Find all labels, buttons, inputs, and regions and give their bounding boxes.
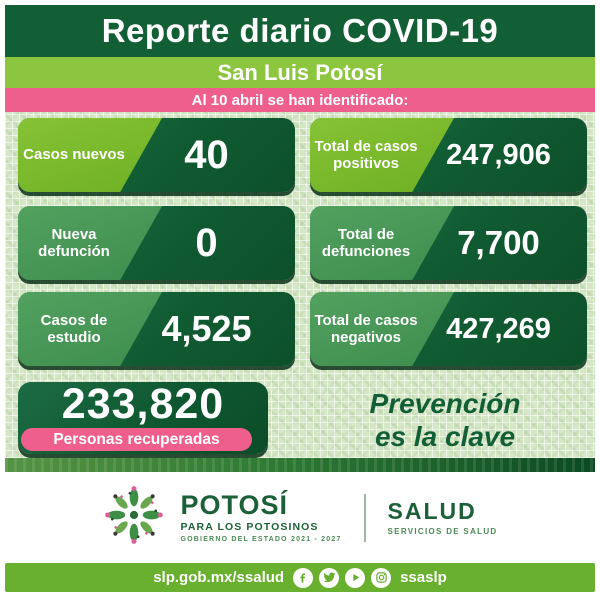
stat-card-total-negatives [310, 292, 587, 366]
state-name: San Luis Potosí [217, 59, 383, 85]
stat-card-new-deaths [18, 206, 295, 280]
stat-label: Nueva defunción [38, 225, 110, 260]
state-emblem-icon [103, 484, 165, 551]
stat-value: 7,700 [457, 224, 540, 261]
prevention-message-line2: es la clave [374, 421, 516, 453]
prevention-message [305, 387, 585, 453]
potosi-logo [180, 489, 342, 544]
social-icons [293, 568, 391, 588]
potosi-logo-tagline: GOBIERNO DEL ESTADO 2021 - 2027 [180, 536, 342, 544]
stat-card-new-cases [18, 118, 295, 192]
salud-logo-name: SALUD [387, 497, 477, 524]
stat-label: Total de defunciones [321, 225, 411, 260]
report-header [5, 5, 595, 57]
potosi-logo-subtitle: PARA LOS POTOSINOS [180, 520, 319, 533]
website-url: slp.gob.mx/ssalud [153, 569, 285, 586]
logo-divider [364, 494, 366, 542]
recovered-value: 233,820 [61, 380, 225, 428]
stat-label: Total de casos negativos [314, 311, 418, 346]
stat-value: 4,525 [161, 308, 252, 349]
facebook-icon [293, 568, 313, 588]
social-handle: ssaslp [400, 569, 447, 586]
potosi-logo-name: POTOSÍ [180, 489, 289, 520]
youtube-icon [345, 568, 365, 588]
decorative-green-band [5, 458, 595, 472]
stat-value: 40 [184, 132, 229, 177]
stat-label: Casos de estudio [40, 311, 108, 346]
recovered-card [18, 382, 268, 454]
recovered-label-pill: Personas recuperadas [21, 428, 252, 451]
twitter-icon [319, 568, 339, 588]
stat-label: Casos nuevos [23, 146, 125, 164]
stat-card-under-study [18, 292, 295, 366]
page-title: Reporte diario COVID-19 [101, 12, 499, 49]
date-banner [5, 88, 595, 112]
date-banner-text: Al 10 abril se han identificado: [191, 91, 409, 109]
stat-value: 0 [195, 220, 218, 265]
stat-card-total-positives [310, 118, 587, 192]
footer-logos [5, 472, 595, 563]
stat-value: 427,269 [446, 312, 551, 345]
instagram-icon [371, 568, 391, 588]
contact-bar [5, 563, 595, 592]
stat-label: Total de casos positivos [314, 137, 418, 172]
salud-logo [387, 497, 498, 536]
prevention-message-line1: Prevención [369, 388, 521, 419]
stat-value: 247,906 [446, 138, 551, 171]
salud-logo-subtitle: SERVICIOS DE SALUD [387, 526, 498, 536]
state-band [5, 57, 595, 88]
stat-card-total-deaths [310, 206, 587, 280]
